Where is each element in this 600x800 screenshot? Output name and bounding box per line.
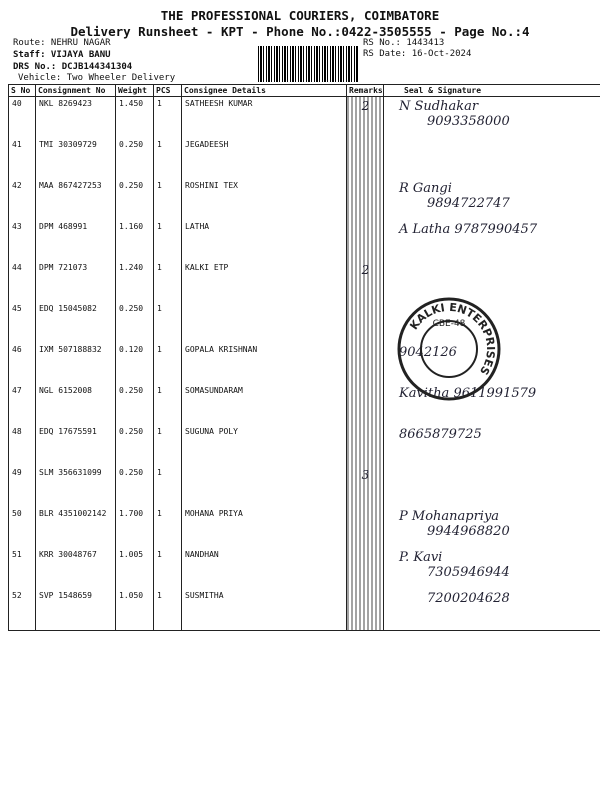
col-seal: Seal & Signature [384, 85, 600, 97]
cell-weight: 0.250 [116, 302, 154, 343]
cell-remarks: 2 [347, 97, 384, 139]
cell-consignee: KALKI ETP [182, 261, 347, 302]
table-row [9, 343, 600, 384]
cell-sno: 47 [9, 384, 36, 425]
cell-consignment: SLM 356631099 [36, 466, 116, 507]
cell-signature [384, 97, 600, 139]
cell-remarks [347, 589, 384, 631]
staff: Staff: VIJAYA BANU [13, 50, 111, 60]
cell-signature [384, 548, 600, 589]
cell-remarks: 2 [347, 261, 384, 302]
table-row [9, 97, 600, 139]
handwritten-signature: N Sudhakar [399, 99, 479, 114]
table-row [9, 507, 600, 548]
cell-remarks [347, 384, 384, 425]
cell-remarks: 3 [347, 466, 384, 507]
rs-date: RS Date: 16-Oct-2024 [363, 49, 472, 59]
cell-consignment: EDQ 17675591 [36, 425, 116, 466]
cell-weight: 0.120 [116, 343, 154, 384]
col-consignee: Consignee Details [182, 85, 347, 97]
cell-sno: 49 [9, 466, 36, 507]
cell-weight: 1.005 [116, 548, 154, 589]
table-row [9, 589, 600, 631]
cell-consignee: SOMASUNDARAM [182, 384, 347, 425]
cell-weight: 1.050 [116, 589, 154, 631]
cell-remarks [347, 507, 384, 548]
cell-pcs: 1 [154, 302, 182, 343]
company-seal-stamp [396, 296, 502, 402]
table-header [9, 85, 600, 97]
cell-pcs: 1 [154, 548, 182, 589]
cell-pcs: 1 [154, 384, 182, 425]
cell-sno: 41 [9, 138, 36, 179]
cell-consignee: JEGADEESH [182, 138, 347, 179]
cell-pcs: 1 [154, 425, 182, 466]
svg-text:KALKI ENTERPRISES: KALKI ENTERPRISES [407, 300, 498, 378]
cell-weight: 0.250 [116, 138, 154, 179]
col-weight: Weight [116, 85, 154, 97]
cell-remarks [347, 302, 384, 343]
cell-consignment: DPM 721073 [36, 261, 116, 302]
cell-signature [384, 507, 600, 548]
cell-consignment: NGL 6152008 [36, 384, 116, 425]
cell-sno: 43 [9, 220, 36, 261]
cell-weight: 0.250 [116, 384, 154, 425]
cell-pcs: 1 [154, 97, 182, 139]
cell-weight: 0.250 [116, 179, 154, 220]
handwritten-signature: 9042126 [399, 345, 457, 360]
runsheet-table [8, 84, 600, 631]
cell-weight: 1.700 [116, 507, 154, 548]
cell-sno: 48 [9, 425, 36, 466]
cell-pcs: 1 [154, 261, 182, 302]
route: Route: NEHRU NAGAR [13, 38, 111, 48]
table-row [9, 261, 600, 302]
cell-sno: 52 [9, 589, 36, 631]
col-pcs: PCS [154, 85, 182, 97]
cell-signature [384, 466, 600, 507]
cell-consignment: DPM 468991 [36, 220, 116, 261]
cell-sno: 51 [9, 548, 36, 589]
cell-remarks [347, 425, 384, 466]
drs-number: DRS No.: DCJB144341304 [13, 62, 133, 72]
cell-weight: 1.450 [116, 97, 154, 139]
cell-consignee [182, 466, 347, 507]
cell-sno: 42 [9, 179, 36, 220]
cell-remarks [347, 343, 384, 384]
cell-consignee: NANDHAN [182, 548, 347, 589]
cell-remarks [347, 138, 384, 179]
table-row [9, 138, 600, 179]
svg-text:CBE-48: CBE-48 [432, 319, 466, 329]
cell-consignee: SUSMITHA [182, 589, 347, 631]
company-title: THE PROFESSIONAL COURIERS, COIMBATORE [160, 8, 440, 23]
cell-pcs: 1 [154, 179, 182, 220]
cell-consignee: ROSHINI TEX [182, 179, 347, 220]
handwritten-signature: P. Kavi [399, 550, 443, 565]
cell-consignee: GOPALA KRISHNAN [182, 343, 347, 384]
cell-pcs: 1 [154, 220, 182, 261]
table-row [9, 425, 600, 466]
cell-consignment: EDQ 15045082 [36, 302, 116, 343]
table-row [9, 179, 600, 220]
handwritten-signature: 8665879725 [399, 427, 482, 442]
handwritten-signature: R Gangi [399, 181, 452, 196]
cell-pcs: 1 [154, 466, 182, 507]
cell-remarks [347, 548, 384, 589]
handwritten-phone: 7305946944 [427, 565, 510, 580]
table-row [9, 302, 600, 343]
cell-sno: 50 [9, 507, 36, 548]
cell-consignee: LATHA [182, 220, 347, 261]
cell-consignee: SUGUNA POLY [182, 425, 347, 466]
cell-consignment: TMI 30309729 [36, 138, 116, 179]
cell-consignment: MAA 867427253 [36, 179, 116, 220]
cell-sno: 45 [9, 302, 36, 343]
cell-remarks [347, 220, 384, 261]
cell-consignment: SVP 1548659 [36, 589, 116, 631]
cell-consignee [182, 302, 347, 343]
cell-consignment: NKL 8269423 [36, 97, 116, 139]
cell-consignment: KRR 30048767 [36, 548, 116, 589]
cell-consignment: IXM 507188832 [36, 343, 116, 384]
cell-consignee: MOHANA PRIYA [182, 507, 347, 548]
cell-weight: 1.240 [116, 261, 154, 302]
cell-sno: 44 [9, 261, 36, 302]
cell-remarks [347, 179, 384, 220]
table-row [9, 384, 600, 425]
cell-signature [384, 138, 600, 179]
cell-weight: 0.250 [116, 466, 154, 507]
barcode [258, 46, 358, 82]
cell-weight: 0.250 [116, 425, 154, 466]
cell-sno: 40 [9, 97, 36, 139]
handwritten-phone: 9944968820 [427, 524, 510, 539]
handwritten-phone: 9894722747 [427, 196, 510, 211]
rs-number: RS No.: 1443413 [363, 38, 445, 48]
cell-consignment: BLR 4351002142 [36, 507, 116, 548]
cell-weight: 1.160 [116, 220, 154, 261]
handwritten-phone: 9093358000 [427, 114, 510, 129]
handwritten-signature: A Latha 9787990457 [399, 222, 538, 237]
vehicle: Vehicle: Two Wheeler Delivery [18, 73, 176, 83]
cell-sno: 46 [9, 343, 36, 384]
cell-signature [384, 179, 600, 220]
cell-signature [384, 220, 600, 261]
handwritten-phone: 7200204628 [427, 591, 510, 606]
table-row [9, 548, 600, 589]
handwritten-signature: P Mohanapriya [399, 509, 500, 524]
cell-pcs: 1 [154, 138, 182, 179]
cell-pcs: 1 [154, 343, 182, 384]
handwritten-signature: Kavitha 9611991579 [399, 386, 537, 401]
cell-consignee: SATHEESH KUMAR [182, 97, 347, 139]
table-row [9, 220, 600, 261]
cell-pcs: 1 [154, 589, 182, 631]
col-remarks: Remarks [347, 85, 384, 97]
cell-signature [384, 425, 600, 466]
table-row [9, 466, 600, 507]
cell-signature [384, 589, 600, 631]
col-consignment: Consignment No [36, 85, 116, 97]
col-sno: S No [9, 85, 36, 97]
runsheet-subtitle: Delivery Runsheet - KPT - Phone No.:0422-3505555 - Page No.:4 [70, 24, 530, 39]
cell-pcs: 1 [154, 507, 182, 548]
